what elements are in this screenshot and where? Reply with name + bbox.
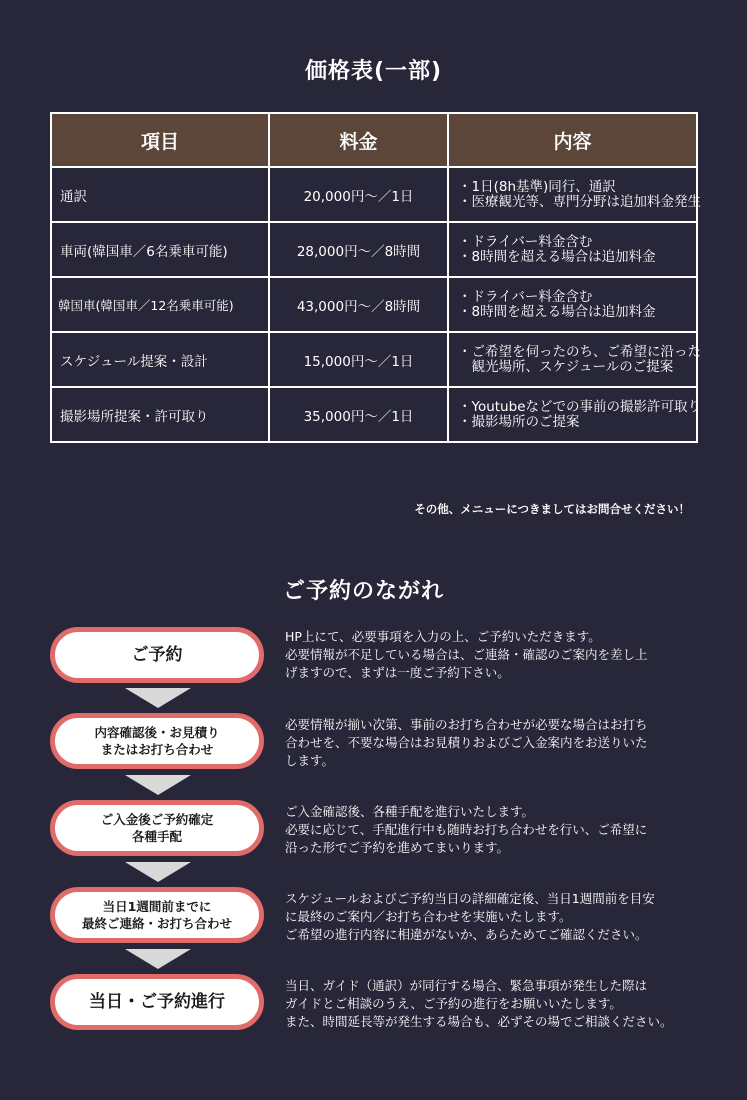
step-3-description: [285, 803, 705, 857]
detail-line: ・8時間を超える場合は追加料金: [458, 248, 656, 265]
step-label: 最終ご連絡・お打ち合わせ: [81, 916, 232, 931]
step-label: 内容確認後・お見積り: [94, 725, 220, 740]
step-5-description: [285, 977, 705, 1031]
detail-line: ・ドライバー料金含む: [458, 288, 593, 305]
flow-arrow-icon: [125, 688, 191, 708]
step-text-line: します。: [285, 753, 335, 768]
step-label: 各種手配: [131, 829, 182, 844]
step-3-pill: [50, 800, 264, 856]
step-4-pill: [50, 887, 264, 943]
step-2-pill: [50, 713, 264, 769]
step-text-line: 必要に応じて、手配進行中も随時お打ち合わせを行い、ご希望に: [285, 822, 648, 837]
row-service: スケジュール提案・設計: [51, 332, 269, 387]
row-service: 撮影場所提案・許可取り: [51, 387, 269, 442]
step-label: ご入金後ご予約確定: [100, 812, 214, 827]
step-label: またはお打ち合わせ: [100, 742, 214, 757]
row-service: 車両(韓国車／6名乗車可能): [51, 222, 269, 277]
table-row: [51, 222, 697, 277]
detail-line: ・ドライバー料金含む: [458, 233, 593, 250]
step-text-line: ガイドとご相談のうえ、ご予約の進行をお願いいたします。: [285, 996, 622, 1011]
step-text-line: 必要情報が不足している場合は、ご連絡・確認のご案内を差し上: [285, 647, 648, 662]
step-text-line: に最終のご案内／お打ち合わせを実施いたします。: [285, 909, 572, 924]
price-table: [50, 112, 701, 443]
step-text-line: また、時間延長等が発生する場合も、必ずその場でご相談ください。: [285, 1014, 673, 1029]
step-label: 当日・ご予約進行: [89, 991, 225, 1012]
header-details: 内容: [448, 113, 697, 167]
row-price: 20,000円～／1日: [269, 167, 448, 222]
row-details: [448, 167, 701, 222]
step-label: 当日1週間前までに: [102, 899, 212, 914]
price-table-title: 価格表(一部): [304, 59, 443, 84]
step-label: ご予約: [131, 644, 183, 665]
flow-arrow-icon: [125, 949, 191, 969]
table-row: [51, 332, 697, 387]
step-text-line: ご入金確認後、各種手配を進行いたします。: [285, 804, 535, 819]
step-text-line: HP上にて、必要事項を入力の上、ご予約いただきます。: [285, 629, 601, 644]
step-text-line: スケジュールおよびご予約当日の詳細確定後、当日1週間前を目安: [285, 891, 655, 906]
flow-arrow-icon: [125, 862, 191, 882]
step-text-line: げますので、まずは一度ご予約下さい。: [285, 665, 510, 680]
step-1-description: [285, 628, 705, 682]
header-service: 項目: [51, 113, 269, 167]
step-text-line: 合わせを、不要な場合はお見積りおよびご入金案内をお送りいた: [285, 735, 648, 750]
row-service: 通訳: [51, 167, 269, 222]
table-row: [51, 387, 697, 442]
row-price: 43,000円～／8時間: [269, 277, 448, 332]
row-service: 韓国車(韓国車／12名乗車可能): [51, 277, 269, 332]
row-price: 15,000円～／1日: [269, 332, 448, 387]
detail-line: ・撮影場所のご提案: [458, 413, 580, 430]
table-row: [51, 167, 697, 222]
detail-line: ・Youtubeなどでの事前の撮影許可取り: [458, 398, 701, 415]
detail-line: ・1日(8h基準)同行、通訳: [458, 178, 616, 195]
table-row: [51, 277, 697, 332]
flow-arrow-icon: [125, 775, 191, 795]
row-price: 28,000円～／8時間: [269, 222, 448, 277]
step-5-pill: [50, 974, 264, 1030]
row-details: [448, 222, 697, 277]
price-table-header-row: [51, 113, 697, 167]
detail-line: ・ご希望を伺ったのち、ご希望に沿った: [458, 343, 701, 360]
step-2-description: [285, 716, 705, 770]
step-text-line: 当日、ガイド（通訳）が同行する場合、緊急事項が発生した際は: [285, 978, 648, 993]
step-1-pill: [50, 627, 264, 683]
contact-note: その他、メニューにつきましてはお問合せください！: [414, 502, 690, 516]
header-price: 料金: [269, 113, 448, 167]
detail-line: ・医療観光等、専門分野は追加料金発生: [458, 193, 701, 210]
row-details: [448, 332, 701, 387]
row-price: 35,000円～／1日: [269, 387, 448, 442]
step-text-line: ご希望の進行内容に相違がないか、あらためてご確認ください。: [285, 927, 648, 942]
row-details: [448, 387, 701, 442]
row-details: [448, 277, 697, 332]
detail-line: 観光場所、スケジュールのご提案: [458, 358, 674, 375]
step-text-line: 必要情報が揃い次第、事前のお打ち合わせが必要な場合はお打ち: [285, 717, 648, 732]
detail-line: ・8時間を超える場合は追加料金: [458, 303, 656, 320]
booking-flow-title: ご予約のながれ: [283, 579, 445, 604]
step-4-description: [285, 890, 705, 944]
step-text-line: 沿った形でご予約を進めてまいります。: [285, 840, 510, 855]
